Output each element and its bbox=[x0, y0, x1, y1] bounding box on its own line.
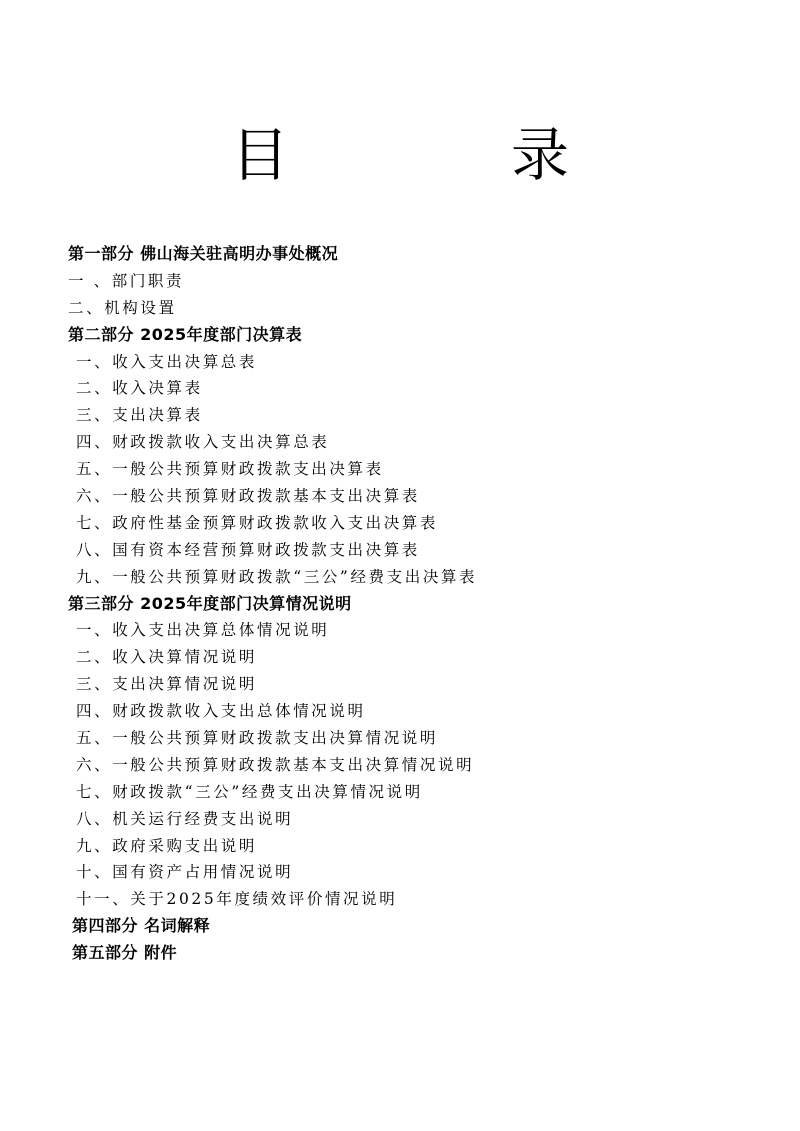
toc-part-heading[interactable]: 第一部分 佛山海关驻高明办事处概况 bbox=[68, 244, 339, 263]
toc-item[interactable]: 三、支出决算表 bbox=[76, 406, 203, 425]
toc-item[interactable]: 二、收入决算表 bbox=[76, 379, 203, 398]
toc-part-heading[interactable]: 第五部分 附件 bbox=[72, 943, 178, 963]
toc-part-heading[interactable]: 第四部分 名词解释 bbox=[72, 916, 211, 936]
toc-item[interactable]: 五、一般公共预算财政拨款支出决算情况说明 bbox=[76, 729, 439, 748]
toc-item[interactable]: 八、机关运行经费支出说明 bbox=[76, 809, 294, 828]
toc-item[interactable]: 一、收入支出决算总表 bbox=[76, 352, 258, 371]
toc-item[interactable]: 二、机构设置 bbox=[68, 298, 177, 317]
toc-item[interactable]: 六、一般公共预算财政拨款基本支出决算表 bbox=[76, 487, 420, 506]
toc-item[interactable]: 八、国有资本经营预算财政拨款支出决算表 bbox=[76, 540, 420, 559]
toc-item[interactable]: 一、收入支出决算总体情况说明 bbox=[76, 621, 330, 640]
toc-item[interactable]: 十、国有资产占用情况说明 bbox=[76, 863, 294, 882]
toc-item[interactable]: 五、一般公共预算财政拨款支出决算表 bbox=[76, 460, 384, 479]
toc-item[interactable]: 十一、关于2025年度绩效评价情况说明 bbox=[76, 890, 398, 909]
page-title: 目 录 bbox=[230, 120, 651, 189]
toc-item[interactable]: 九、政府采购支出说明 bbox=[76, 836, 258, 855]
toc-item[interactable]: 七、政府性基金预算财政拨款收入支出决算表 bbox=[76, 513, 439, 532]
toc-item[interactable]: 七、财政拨款“三公”经费支出决算情况说明 bbox=[76, 782, 423, 801]
toc-item[interactable]: 三、支出决算情况说明 bbox=[76, 675, 258, 694]
toc-item[interactable]: 一 、部门职责 bbox=[68, 271, 185, 290]
toc-item[interactable]: 四、财政拨款收入支出决算总表 bbox=[76, 433, 330, 452]
toc-part-heading[interactable]: 第二部分 2025年度部门决算表 bbox=[68, 324, 303, 344]
toc-item[interactable]: 九、一般公共预算财政拨款“三公”经费支出决算表 bbox=[76, 567, 478, 586]
toc-item[interactable]: 二、收入决算情况说明 bbox=[76, 648, 258, 667]
toc-item[interactable]: 六、一般公共预算财政拨款基本支出决算情况说明 bbox=[76, 755, 475, 774]
toc-item[interactable]: 四、财政拨款收入支出总体情况说明 bbox=[76, 702, 366, 721]
table-of-contents bbox=[68, 241, 768, 967]
toc-part-heading[interactable]: 第三部分 2025年度部门决算情况说明 bbox=[68, 593, 352, 613]
